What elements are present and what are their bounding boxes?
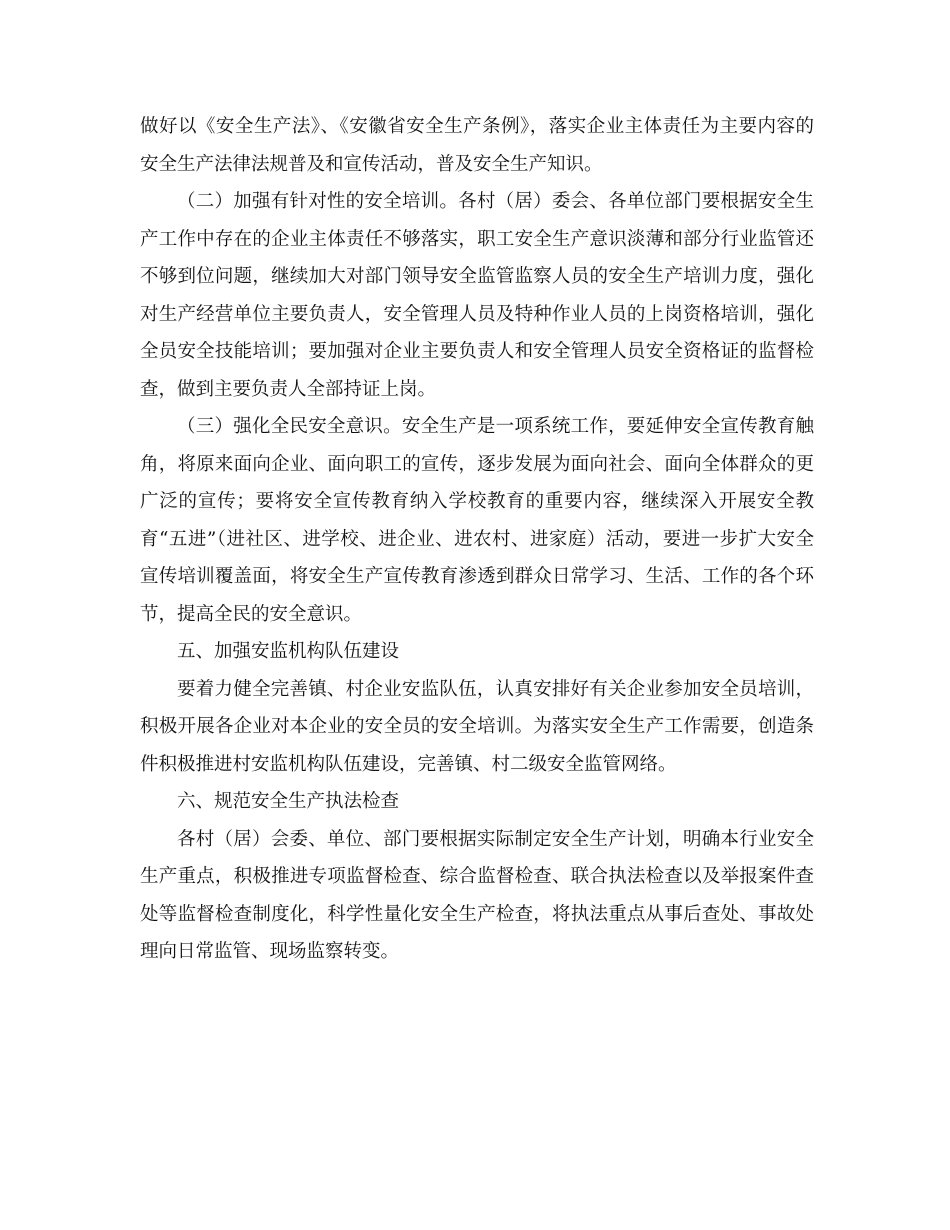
paragraph-continuation: 做好以《安全生产法》、《安徽省安全生产条例》，落实企业主体责任为主要内容的安全生产法律法规普及和宣传活动，普及安全生产知识。 [140, 116, 814, 175]
paragraph-awareness: （三）强化全民安全意识。安全生产是一项系统工作，要延伸安全宣传教育触角，将原来面向企业、面向职工的宣传，逐步发展为面向社会、面向全体群众的更广泛的宣传；要将安全宣传教育纳入学校教育的重要内容，继续深入开展安全教育“五进”（进社区、进学校、进企业、进农村、进家庭）活动，要进一步扩大安全宣传培训覆盖面，将安全生产宣传教育渗透到群众日常学习、生活、工作的各个环节，提高全民的安全意识。 [140, 416, 814, 625]
paragraph-enforcement: 各村（居）会委、单位、部门要根据实际制定安全生产计划，明确本行业安全生产重点，积极推进专项监督检查、综合监督检查、联合执法检查以及举报案件查处等监督检查制度化，科学性量化安全生产检查，将执法重点从事后查处、事故处理向日常监管、现场监察转变。 [140, 828, 814, 962]
section-heading-six: 六、规范安全生产执法检查 [177, 791, 400, 812]
paragraph-team-building: 要着力健全完善镇、村企业安监队伍，认真安排好有关企业参加安全员培训，积极开展各企业对本企业的安全员的安全培训。为落实安全生产工作需要，创造条件积极推进村安监机构队伍建设，完善镇、村二级安全监管网络。 [140, 678, 814, 775]
paragraph-training: （二）加强有针对性的安全培训。各村（居）委会、各单位部门要根据安全生产工作中存在的企业主体责任不够落实，职工安全生产意识淡薄和部分行业监管还不够到位问题，继续加大对部门领导安全监管监察人员的安全生产培训力度，强化对生产经营单位主要负责人，安全管理人员及特种作业人员的上岗资格培训，强化全员安全技能培训；要加强对企业主要负责人和安全管理人员安全资格证的监督检查，做到主要负责人全部持证上岗。 [140, 191, 814, 400]
document-body [140, 108, 814, 971]
section-heading-five: 五、加强安监机构队伍建设 [177, 641, 400, 662]
